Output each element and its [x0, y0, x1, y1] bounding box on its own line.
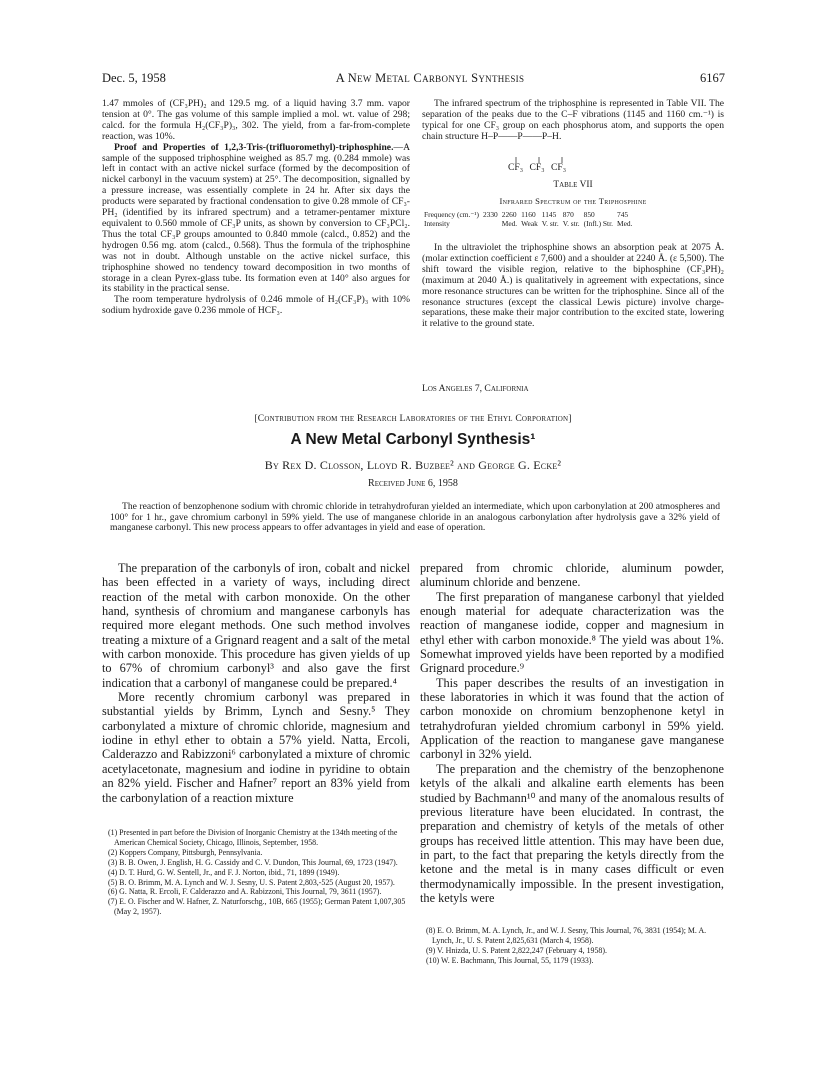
table-cell: 2330: [482, 210, 498, 219]
table-label: Table VII: [553, 180, 593, 190]
footnote: (7) E. O. Fischer and W. Hafner, Z. Naturforschg., 10B, 665 (1955); German Patent 1,007,305 (May 2, 1957).: [108, 897, 406, 917]
received-date: Received June 6, 1958: [368, 478, 458, 489]
paragraph: The infrared spectrum of the triphosphine is represented in Table VII. The separation of the peaks due to the C–F vibrations (1145 and 1160 cm.⁻¹) is typical for one CF₃ group on each phosphorus atom, and supports the open chain structure H–P——P——P–H.: [422, 98, 724, 142]
contribution-line: [Contribution from the Research Laboratories of the Ethyl Corporation]: [254, 413, 572, 424]
paragraph: prepared from chromic chloride, aluminum powder, aluminum chloride and benzene.: [420, 561, 724, 590]
body-right-column: [420, 561, 724, 905]
table-row: [424, 219, 636, 228]
table-cell: Med.: [501, 219, 518, 228]
prev-article-left-column: [102, 99, 410, 317]
footnote: (1) Presented in part before the Division of Inorganic Chemistry at the 134th meeting of the American Chemical Society, Chicago, Illinois, September, 1958.: [108, 828, 398, 847]
section-heading: Proof and Properties of 1,2,3-Tris-(trifluoromethyl)-triphosphine.: [114, 141, 394, 153]
table-cell: 1160: [521, 210, 536, 219]
location-line: Los Angeles 7, California: [422, 383, 529, 394]
footnote: (8) E. O. Brimm, M. A. Lynch, Jr., and W. J. Sesny, This Journal, 76, 3831 (1954); M. A. Lynch, Jr., U. S. Patent 2,825,631 (March 4, 1958).: [426, 926, 707, 945]
body-left-column: [102, 561, 410, 805]
footnote: (4) D. T. Hurd, G. W. Sentell, Jr., and F. J. Norton, ibid., 71, 1899 (1949).: [108, 867, 340, 877]
paragraph: More recently chromium carbonyl was prepared in substantial yields by Brimm, Lynch and Sesny.⁵ They carbonylated a mixture of chromic chloride, magnesium and iodine in ethyl ether to obtain a 57% yield. Natta, Ercoli, Calderazzo and Rabizzoni⁶ carbonylated a mixture of chromic acetylacetonate, magnesium and iodine in pyridine to obtain an 82% yield. Fischer and Hafner⁷ report an 83% yield from the carbonylation of a reaction mixture: [102, 690, 410, 805]
table-cell: V. str.: [562, 219, 580, 228]
footnotes-right: [420, 926, 724, 966]
ir-spectrum-table: [424, 210, 636, 228]
table-cell: 870: [562, 210, 574, 219]
table-cell: 850: [583, 210, 595, 219]
footnote: (10) W. E. Bachmann, This Journal, 55, 1179 (1933).: [426, 955, 594, 965]
paragraph-body: —A sample of the supposed triphosphine weighed as 85.7 mg. (0.284 mmole) was left in contact with an active nickel surface (formed by the decomposition of nickel carbonyl in the vacuum system) at 25°. The decomposition, signalled by a pressure increase, was essentially complete in 24 hr. After six days the products were separated by fractional condensation to give 0.28 mmole of CF₃-PH₂ (identified by its infrared spectrum) and a tetramer-pentamer mixture equivalent to 0.560 mmole of CF₃P units, as shown by conversion to CF₃PCl₂. Thus the total CF₃P groups amounted to 0.840 mmole (calcd., 0.852) and the hydrogen 0.56 mg. atom (calcd., 0.568). Thus the formula of the triphosphine was not in doubt. Although unstable on the active nickel surface, this triphosphine showed no tendency toward decomposition in two months of storage in a clean Pyrex-glass tube. Its formation even at 140° also argues for its stability in the practical sense.: [102, 141, 410, 295]
table-cell: V. str.: [541, 219, 559, 228]
table-cell: Med.: [617, 219, 633, 228]
abstract-text: The reaction of benzophenone sodium with chromic chloride in tetrahydrofuran yielded an intermediate, which upon carbonylation at 200 atmospheres and 100° for 1 hr., gave chromium carbonyl in 59% yield. The use of manganese chloride in an analogous carbonylation after hydrolysis gave a 32% yield of manganese carbonyl. This new process appears to offer advantages in yield and ease of operation.: [110, 501, 720, 534]
footnote: (2) Koppers Company, Pittsburgh, Pennsylvania.: [108, 847, 263, 857]
table-row: [424, 210, 636, 219]
table-cell: (Infl.) Str.: [583, 219, 613, 228]
table-title: Infrared Spectrum of the Triphosphine: [499, 196, 647, 206]
footnote: (3) B. B. Owen, J. English, H. G. Cassidy and C. V. Dundon, This Journal, 69, 1723 (1947).: [108, 857, 398, 867]
table-cell: Frequency (cm.⁻¹): [424, 210, 479, 219]
footnote: (9) V. Hnizda, U. S. Patent 2,822,247 (February 4, 1958).: [426, 945, 607, 955]
chain-substituents: CF₃ CF₃ CF₃: [508, 162, 567, 173]
paragraph: The first preparation of manganese carbonyl that yielded enough material for adequate characterization was the reaction of manganese iodide, copper and magnesium in ethyl ether with carbon monoxide.⁸ The yield was about 1%. Somewhat improved yields have been reported by a modified Grignard procedure.⁹: [420, 589, 724, 676]
paragraph: The preparation of the carbonyls of iron, cobalt and nickel has been effected in a variety of ways, including direct reaction of the metal with carbon monoxide. On the other hand, synthesis of chromium and manganese carbonyls has required more elegant methods. One such method involves treating a mixture of a Grignard reagent and a salt of the metal with carbon monoxide. This procedure has given yields of up to 67% of chromium carbonyl³ and also gave the first indication that a carbonyl of manganese could be prepared.⁴: [102, 561, 410, 690]
footnote: (5) B. O. Brimm, M. A. Lynch and W. J. Sesny, U. S. Patent 2,803,-525 (August 20, 1957).: [108, 877, 395, 887]
footnotes-left: [102, 828, 410, 917]
running-title: A New Metal Carbonyl Synthesis: [335, 71, 525, 85]
running-date: Dec. 5, 1958: [102, 71, 166, 85]
paragraph: 1.47 mmoles of (CF₃PH)₂ and 129.5 mg. of a liquid having 3.7 mm. vapor tension at 0°. The gas volume of this sample implied a mol. wt. value of 298; calcd. for the formula H₂(CF₃P)₃, 302. The yield, from a far-from-complete reaction, was 10%.: [102, 98, 410, 142]
footnote: (6) G. Natta, R. Ercoli, F. Calderazzo and A. Rabizzoni, This Journal, 79, 3611 (1957).: [108, 887, 382, 897]
paragraph: The room temperature hydrolysis of 0.246 mmole of H₂(CF₃P)₃ with 10% sodium hydroxide gave 0.236 mmole of HCF₃.: [102, 294, 410, 317]
table-cell: Intensity: [424, 219, 450, 228]
article-title: A New Metal Carbonyl Synthesis¹: [290, 431, 536, 448]
uv-paragraph-block: [422, 243, 724, 330]
table-cell: 2260: [501, 210, 517, 219]
paragraph: In the ultraviolet the triphosphine shows an absorption peak at 2075 Å. (molar extinction coefficient ε 7,600) and a shoulder at 2240 Å. (ε 5,500). The shift toward the visible region, relative to the biphosphine (CF₃PH)₂ (maximum at 2040 Å.) is qualitatively in agreement with expectations, since more resonance structures can be written for the triphosphine. Since all of the resonance structures (except the classical Lewis picture) involve charge-separations, these make their major contribution to the excited state, lowering it relative to the ground state.: [422, 242, 724, 330]
proof-paragraph: [102, 143, 410, 296]
page-number: 6167: [700, 71, 725, 85]
table-cell: 745: [617, 210, 629, 219]
abstract: [110, 502, 720, 534]
prev-article-right-column: [422, 99, 724, 143]
paragraph: The preparation and the chemistry of the benzophenone ketyls of the alkali and alkaline earth elements has been studied by Bachmann¹⁰ and many of the anomalous results of previous literature have been elucidated. In contrast, the preparation and chemistry of ketyls of the metals of other groups has received little attention. This may have been due, in part, to the fact that preparing the ketyls directly from the ketone and the metal is in many cases difficult or even thermodynamically impossible. In the present investigation, the ketyls were: [420, 761, 724, 905]
article-authors: By Rex D. Closson, Lloyd R. Buzbee² and George G. Ecke²: [264, 458, 562, 472]
paragraph: This paper describes the results of an investigation in these laboratories in which it was found that the action of carbon monoxide on chromium benzophenone ketyl in tetrahydrofuran yielded chromium carbonyl in 59% yield. Application of the reaction to manganese gave manganese carbonyl in 32% yield.: [420, 675, 724, 762]
table-cell: Weak: [521, 219, 538, 228]
table-cell: [483, 219, 502, 228]
table-cell: 1145: [541, 210, 557, 219]
